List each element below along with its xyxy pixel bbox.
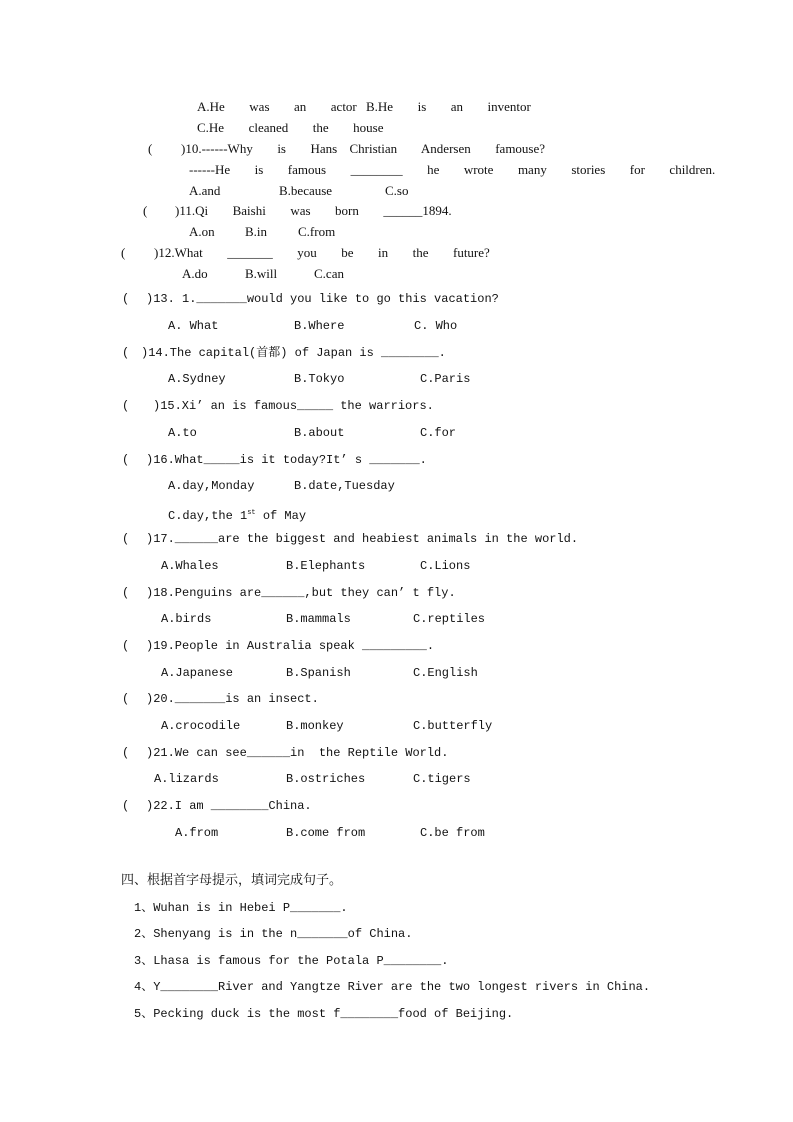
q14-answer-paren[interactable]: (: [122, 346, 130, 360]
q16-option-c-text: C.day,the 1: [168, 509, 248, 523]
q22-option-b: B.come from: [286, 826, 366, 840]
q13-option-a: A. What: [168, 319, 219, 333]
q20-option-b: B.monkey: [286, 719, 344, 733]
q22-option-c: C.be from: [420, 826, 485, 840]
q11-answer-paren[interactable]: (: [143, 203, 148, 218]
q16-stem: )16.What_____is it today?It’ s _______.: [146, 453, 427, 467]
q22-option-a: A.from: [175, 826, 219, 840]
q10-option-b: B.because: [279, 183, 333, 198]
q16-option-c: [168, 505, 306, 524]
q19-option-c: C.English: [413, 666, 478, 680]
q21-option-b: B.ostriches: [286, 772, 366, 786]
fill-item-2: 2、Shenyang is in the n_______of China.: [134, 927, 413, 941]
q16-option-c-end: of May: [255, 509, 307, 523]
q11-stem: )11.Qi Baishi was born ______1894.: [175, 203, 452, 218]
q16-option-b: B.date,Tuesday: [294, 479, 395, 493]
q18-option-b: B.mammals: [286, 612, 351, 626]
q11-option-a: A.on: [189, 224, 215, 239]
q16-option-a: A.day,Monday: [168, 479, 255, 493]
q9-option-c: C.He cleaned the house: [197, 120, 384, 135]
q15-stem: )15.Xi’ an is famous_____ the warriors.: [153, 399, 434, 413]
q22-stem: )22.I am ________China.: [146, 799, 312, 813]
q12-option-b: B.will: [245, 266, 278, 281]
q17-stem: )17.______are the biggest and heabiest animals in the world.: [146, 532, 579, 546]
q19-stem: )19.People in Australia speak _________.: [146, 639, 435, 653]
q15-option-a: A.to: [168, 426, 197, 440]
q16-option-c-sup: st: [247, 509, 256, 517]
q9-option-a: A.He was an actor: [197, 99, 357, 114]
q17-option-a: A.Whales: [161, 559, 219, 573]
q21-answer-paren[interactable]: (: [122, 746, 130, 760]
q19-option-b: B.Spanish: [286, 666, 351, 680]
q13-option-c: C. Who: [414, 319, 458, 333]
q10-option-c: C.so: [385, 183, 409, 198]
q21-stem: )21.We can see______in the Reptile World.: [146, 746, 449, 760]
q17-option-b: B.Elephants: [286, 559, 366, 573]
fill-item-4: 4、Y________River and Yangtze River are the two longest rivers in China.: [134, 980, 651, 994]
q19-answer-paren[interactable]: (: [122, 639, 130, 653]
q14-stem: )14.The capital(首都) of Japan is ________.: [141, 346, 446, 360]
q20-option-a: A.crocodile: [161, 719, 241, 733]
q21-option-a: A.lizards: [154, 772, 219, 786]
q18-stem: )18.Penguins are______,but they can’ t fly.: [146, 586, 456, 600]
q21-option-c: C.tigers: [413, 772, 471, 786]
q15-option-c: C.for: [420, 426, 457, 440]
q10-stem: )10.------Why is Hans Christian Andersen famouse?: [181, 141, 546, 156]
q20-stem: )20._______is an insect.: [146, 692, 319, 706]
section-4-heading: 四、根据首字母提示，填词完成句子。: [121, 873, 343, 888]
q18-option-c: C.reptiles: [413, 612, 486, 626]
fill-item-3: 3、Lhasa is famous for the Potala P________.: [134, 954, 449, 968]
q10-stem-2: ------He is famous ________ he wrote many stories for children.: [189, 162, 716, 177]
q12-option-c: C.can: [314, 266, 344, 281]
q14-option-c: C.Paris: [420, 372, 471, 386]
q14-option-b: B.Tokyo: [294, 372, 345, 386]
q13-stem: )13. 1._______would you like to go this vacation?: [146, 292, 499, 306]
q10-answer-paren[interactable]: (: [148, 141, 153, 156]
q14-option-a: A.Sydney: [168, 372, 226, 386]
fill-item-5: 5、Pecking duck is the most f________food of Beijing.: [134, 1007, 514, 1021]
q13-answer-paren[interactable]: (: [122, 292, 130, 306]
q19-option-a: A.Japanese: [161, 666, 234, 680]
q20-answer-paren[interactable]: (: [122, 692, 130, 706]
q18-option-a: A.birds: [161, 612, 212, 626]
q22-answer-paren[interactable]: (: [122, 799, 130, 813]
q12-option-a: A.do: [182, 266, 208, 281]
q12-answer-paren[interactable]: (: [121, 245, 126, 260]
q11-option-c: C.from: [298, 224, 336, 239]
q11-option-b: B.in: [245, 224, 268, 239]
q18-answer-paren[interactable]: (: [122, 586, 130, 600]
q15-option-b: B.about: [294, 426, 345, 440]
q15-answer-paren[interactable]: (: [122, 399, 130, 413]
q13-option-b: B.Where: [294, 319, 345, 333]
q12-stem: )12.What _______ you be in the future?: [154, 245, 490, 260]
q17-option-c: C.Lions: [420, 559, 471, 573]
q10-option-a: A.and: [189, 183, 221, 198]
q17-answer-paren[interactable]: (: [122, 532, 130, 546]
q20-option-c: C.butterfly: [413, 719, 493, 733]
fill-item-1: 1、Wuhan is in Hebei P_______.: [134, 901, 348, 915]
q16-answer-paren[interactable]: (: [122, 453, 130, 467]
q9-option-b: B.He is an inventor: [366, 99, 531, 114]
